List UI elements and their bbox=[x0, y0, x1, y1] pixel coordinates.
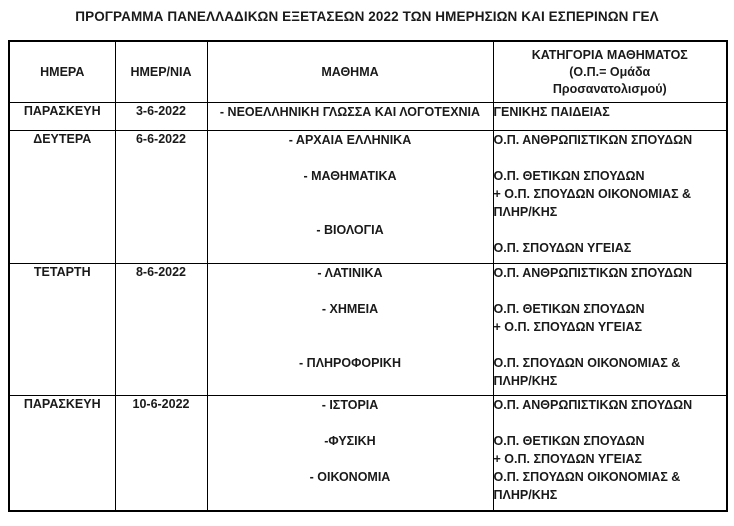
subject-cell bbox=[207, 396, 493, 511]
schedule-row bbox=[9, 396, 727, 511]
day-cell: ΤΕΤΑΡΤΗ bbox=[9, 264, 115, 396]
category-cell bbox=[493, 264, 727, 396]
category-line: ΠΛΗΡ/ΚΗΣ bbox=[493, 488, 558, 502]
subject-cell bbox=[207, 103, 493, 131]
category-line: Ο.Π. ΣΠΟΥΔΩΝ ΟΙΚΟΝΟΜΙΑΣ & bbox=[493, 470, 681, 484]
category-line: ΠΛΗΡ/ΚΗΣ bbox=[493, 374, 558, 388]
subject-line: - ΠΛΗΡΟΦΟΡΙΚΗ bbox=[299, 356, 401, 370]
subject-line: - ΜΑΘΗΜΑΤΙΚΑ bbox=[303, 169, 397, 183]
subject-line bbox=[208, 318, 493, 336]
col-header-category bbox=[493, 41, 727, 103]
category-line: + Ο.Π. ΣΠΟΥΔΩΝ ΟΙΚΟΝΟΜΙΑΣ & bbox=[493, 187, 692, 201]
subject-line: - ΒΙΟΛΟΓΙΑ bbox=[316, 223, 384, 237]
subject-line: - ΛΑΤΙΝΙΚΑ bbox=[317, 266, 383, 280]
category-line: + Ο.Π. ΣΠΟΥΔΩΝ ΥΓΕΙΑΣ bbox=[493, 320, 643, 334]
subject-line: - ΟΙΚΟΝΟΜΙΑ bbox=[309, 470, 391, 484]
subject-line bbox=[208, 203, 493, 221]
schedule-body bbox=[9, 103, 727, 511]
subject-line: -ΦΥΣΙΚΗ bbox=[324, 434, 376, 448]
subject-line bbox=[208, 486, 493, 504]
category-line: Ο.Π. ΣΠΟΥΔΩΝ ΥΓΕΙΑΣ bbox=[493, 241, 632, 255]
category-line: ΠΛΗΡ/ΚΗΣ bbox=[493, 205, 558, 219]
header-line: ΚΑΤΗΓΟΡΙΑ ΜΑΘΗΜΑΤΟΣ bbox=[531, 47, 688, 62]
category-line: Ο.Π. ΘΕΤΙΚΩΝ ΣΠΟΥΔΩΝ bbox=[493, 434, 645, 448]
subject-line bbox=[208, 149, 493, 167]
category-line: ΓΕΝΙΚΗΣ ΠΑΙΔΕΙΑΣ bbox=[493, 105, 610, 119]
exam-schedule-table bbox=[8, 40, 728, 512]
page-title: ΠΡΟΓΡΑΜΜΑ ΠΑΝΕΛΛΑΔΙΚΩΝ ΕΞΕΤΑΣΕΩΝ 2022 ΤΩΝ ΗΜΕΡΗΣΙΩΝ ΚΑΙ ΕΣΠΕΡΙΝΩΝ ΓΕΛ bbox=[75, 9, 659, 24]
header-line: (Ο.Π.= Ομάδα bbox=[569, 64, 651, 79]
category-line: Ο.Π. ΘΕΤΙΚΩΝ ΣΠΟΥΔΩΝ bbox=[493, 169, 645, 183]
date-cell: 3-6-2022 bbox=[115, 103, 207, 131]
subject-line bbox=[208, 239, 493, 257]
subject-line bbox=[208, 372, 493, 390]
subject-line bbox=[208, 282, 493, 300]
header-line: Προσανατολισμού) bbox=[552, 81, 667, 96]
schedule-row bbox=[9, 103, 727, 131]
category-line bbox=[494, 336, 727, 354]
header-row bbox=[9, 41, 727, 103]
category-line bbox=[494, 221, 727, 239]
day-cell: ΠΑΡΑΣΚΕΥΗ bbox=[9, 396, 115, 511]
day-cell: ΠΑΡΑΣΚΕΥΗ bbox=[9, 103, 115, 131]
category-cell bbox=[493, 396, 727, 511]
category-line: Ο.Π. ΣΠΟΥΔΩΝ ΟΙΚΟΝΟΜΙΑΣ & bbox=[493, 356, 681, 370]
date-cell: 10-6-2022 bbox=[115, 396, 207, 511]
schedule-row bbox=[9, 131, 727, 264]
category-line: Ο.Π. ΑΝΘΡΩΠΙΣΤΙΚΩΝ ΣΠΟΥΔΩΝ bbox=[493, 133, 693, 147]
subject-line: - ΧΗΜΕΙΑ bbox=[321, 302, 379, 316]
subject-line: - ΝΕΟΕΛΛΗΝΙΚΗ ΓΛΩΣΣΑ ΚΑΙ ΛΟΓΟΤΕΧΝΙΑ bbox=[219, 105, 481, 119]
category-line: Ο.Π. ΘΕΤΙΚΩΝ ΣΠΟΥΔΩΝ bbox=[493, 302, 645, 316]
category-line bbox=[494, 282, 727, 300]
category-cell bbox=[493, 131, 727, 264]
category-line: + Ο.Π. ΣΠΟΥΔΩΝ ΥΓΕΙΑΣ bbox=[493, 452, 643, 466]
col-header-date: ΗΜΕΡ/ΝΙΑ bbox=[115, 41, 207, 103]
category-line bbox=[494, 414, 727, 432]
subject-cell bbox=[207, 131, 493, 264]
date-cell: 6-6-2022 bbox=[115, 131, 207, 264]
category-cell bbox=[493, 103, 727, 131]
category-line bbox=[494, 149, 727, 167]
col-header-day: ΗΜΕΡΑ bbox=[9, 41, 115, 103]
subject-line: - ΙΣΤΟΡΙΑ bbox=[321, 398, 379, 412]
subject-cell bbox=[207, 264, 493, 396]
schedule-row bbox=[9, 264, 727, 396]
category-line: Ο.Π. ΑΝΘΡΩΠΙΣΤΙΚΩΝ ΣΠΟΥΔΩΝ bbox=[493, 266, 693, 280]
col-header-subject: ΜΑΘΗΜΑ bbox=[207, 41, 493, 103]
subject-line bbox=[208, 450, 493, 468]
day-cell: ΔΕΥΤΕΡΑ bbox=[9, 131, 115, 264]
subject-line bbox=[208, 336, 493, 354]
subject-line bbox=[208, 414, 493, 432]
category-line: Ο.Π. ΑΝΘΡΩΠΙΣΤΙΚΩΝ ΣΠΟΥΔΩΝ bbox=[493, 398, 693, 412]
subject-line: - ΑΡΧΑΙΑ ΕΛΛΗΝΙΚΑ bbox=[288, 133, 412, 147]
date-cell: 8-6-2022 bbox=[115, 264, 207, 396]
subject-line bbox=[208, 185, 493, 203]
